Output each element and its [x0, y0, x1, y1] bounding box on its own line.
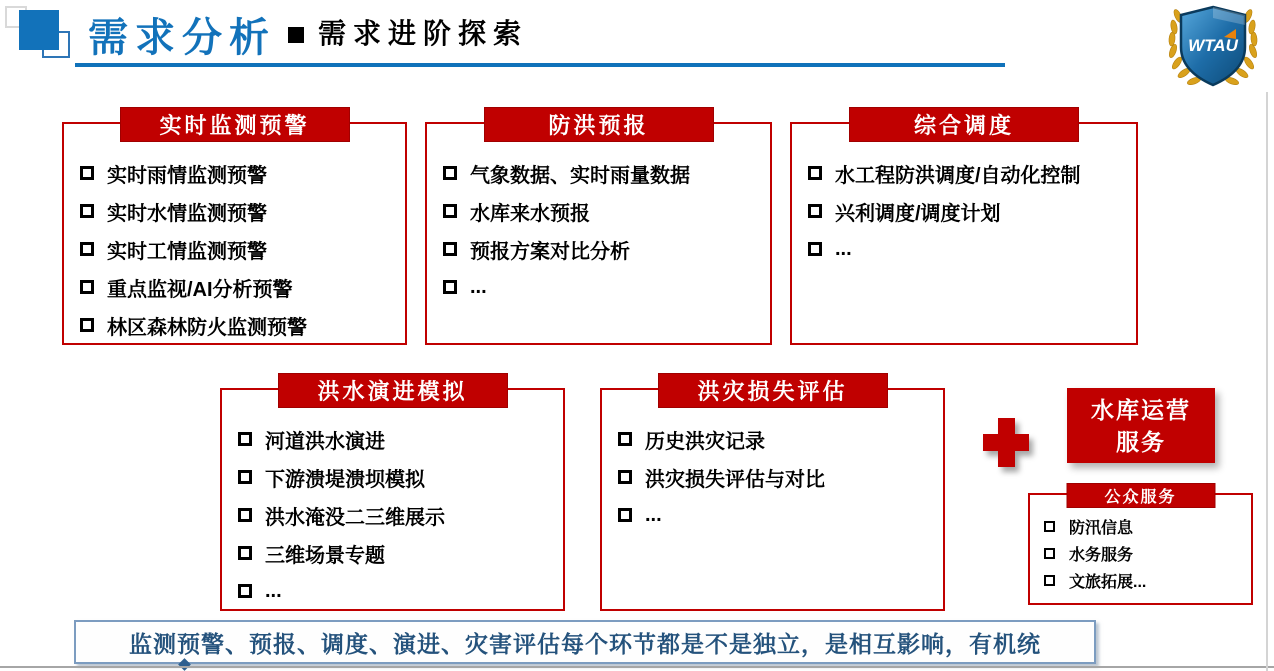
item-label: 水库来水预报 [470, 202, 590, 225]
item-label: 兴利调度/调度计划 [835, 202, 1001, 225]
reservoir-service-line2: 服务 [1116, 428, 1166, 455]
checkbox-bullet-icon [238, 508, 252, 522]
checkbox-bullet-icon [618, 508, 632, 522]
right-edge-divider [1266, 92, 1268, 671]
footer-note-box [74, 620, 1096, 664]
list-item [80, 230, 395, 268]
category-title-banner [484, 107, 714, 142]
footer-note-text: 监测预警、预报、调度、演进、灾害评估每个环节都是不是独立，是相互影响，有机统 [129, 631, 1041, 657]
item-label: 预报方案对比分析 [470, 240, 630, 263]
list-item [238, 458, 553, 496]
list-item [80, 306, 395, 344]
page-subtitle: 需求进阶探索 [318, 19, 529, 50]
checkbox-bullet-icon [443, 166, 457, 180]
category-box-comprehensive-dispatch [790, 113, 1138, 345]
item-label: 气象数据、实时雨量数据 [470, 164, 690, 187]
checkbox-bullet-icon [1044, 575, 1055, 586]
item-label: 历史洪灾记录 [645, 430, 765, 453]
list-item [238, 572, 553, 610]
list-item [808, 154, 1126, 192]
checkbox-bullet-icon [618, 432, 632, 446]
category-box-flood-forecast [425, 113, 772, 345]
checkbox-bullet-icon [80, 204, 94, 218]
item-list [222, 390, 563, 610]
list-item [238, 534, 553, 572]
item-label: ... [835, 237, 852, 260]
category-title: 洪灾损失评估 [697, 379, 848, 404]
category-box-public-service [1028, 489, 1253, 605]
list-item [443, 268, 760, 306]
checkbox-bullet-icon [80, 242, 94, 256]
plus-icon [983, 418, 1029, 467]
item-label: 实时雨情监测预警 [107, 164, 267, 187]
subtitle-bullet-icon [288, 27, 304, 43]
category-title-banner [849, 107, 1079, 142]
category-title-banner [120, 107, 350, 142]
list-item [1044, 567, 1243, 594]
item-label: 林区森林防火监测预警 [107, 316, 307, 339]
checkbox-bullet-icon [80, 280, 94, 294]
item-list [64, 124, 405, 344]
list-item [80, 268, 395, 306]
title-underline [75, 63, 1005, 67]
reservoir-service-line1: 水库运营 [1091, 396, 1191, 423]
list-item [443, 192, 760, 230]
checkbox-bullet-icon [80, 318, 94, 332]
list-item [808, 192, 1126, 230]
item-label: 实时工情监测预警 [107, 240, 267, 263]
checkbox-bullet-icon [1044, 548, 1055, 559]
item-label: 洪灾损失评估与对比 [645, 468, 825, 491]
checkbox-bullet-icon [238, 546, 252, 560]
item-label: ... [265, 579, 282, 602]
item-label: 文旅拓展... [1069, 574, 1147, 591]
category-title-banner [278, 373, 508, 408]
item-list [1030, 495, 1251, 594]
item-label: 防汛信息 [1069, 520, 1134, 537]
checkbox-bullet-icon [808, 242, 822, 256]
category-box-flood-damage-assessment [600, 379, 945, 611]
list-item [238, 496, 553, 534]
item-label: 重点监视/AI分析预警 [107, 278, 293, 301]
list-item [443, 230, 760, 268]
checkbox-bullet-icon [1044, 521, 1055, 532]
list-item [443, 154, 760, 192]
checkbox-bullet-icon [80, 166, 94, 180]
checkbox-bullet-icon [618, 470, 632, 484]
list-item [80, 154, 395, 192]
checkbox-bullet-icon [443, 280, 457, 294]
checkbox-bullet-icon [238, 584, 252, 598]
wtau-logo [1162, 1, 1264, 89]
category-title-banner [658, 373, 888, 408]
category-title: 洪水演进模拟 [317, 379, 468, 404]
item-list [792, 124, 1136, 268]
category-title: 防洪预报 [548, 113, 649, 138]
list-item [1044, 540, 1243, 567]
reservoir-service-box [1067, 388, 1215, 463]
page-title: 需求分析 [88, 15, 276, 60]
bottom-divider [0, 666, 1274, 668]
list-item [618, 496, 933, 534]
category-title: 公众服务 [1104, 489, 1177, 506]
item-label: 河道洪水演进 [265, 430, 385, 453]
category-box-realtime-monitoring [62, 113, 407, 345]
list-item [618, 420, 933, 458]
item-label: 水务服务 [1069, 547, 1134, 564]
deco-square-solid [19, 10, 59, 50]
category-title: 实时监测预警 [159, 113, 310, 138]
checkbox-bullet-icon [238, 470, 252, 484]
item-list [602, 390, 943, 534]
item-label: 水工程防洪调度/自动化控制 [835, 164, 1081, 187]
item-label: 实时水情监测预警 [107, 202, 267, 225]
shield-icon [1181, 7, 1245, 85]
item-list [427, 124, 770, 306]
list-item [618, 458, 933, 496]
list-item [1044, 513, 1243, 540]
item-label: ... [470, 275, 487, 298]
logo-text: WTAU [1188, 36, 1238, 55]
item-label: 三维场景专题 [265, 544, 385, 567]
item-label: ... [645, 503, 662, 526]
category-title-banner [1066, 483, 1215, 508]
checkbox-bullet-icon [808, 204, 822, 218]
list-item [80, 192, 395, 230]
list-item [238, 420, 553, 458]
item-label: 洪水淹没二三维展示 [265, 506, 445, 529]
list-item [808, 230, 1126, 268]
category-title: 综合调度 [913, 113, 1014, 138]
category-box-flood-evolution [220, 379, 565, 611]
item-label: 下游溃堤溃坝模拟 [265, 468, 425, 491]
checkbox-bullet-icon [443, 242, 457, 256]
checkbox-bullet-icon [808, 166, 822, 180]
checkbox-bullet-icon [238, 432, 252, 446]
checkbox-bullet-icon [443, 204, 457, 218]
